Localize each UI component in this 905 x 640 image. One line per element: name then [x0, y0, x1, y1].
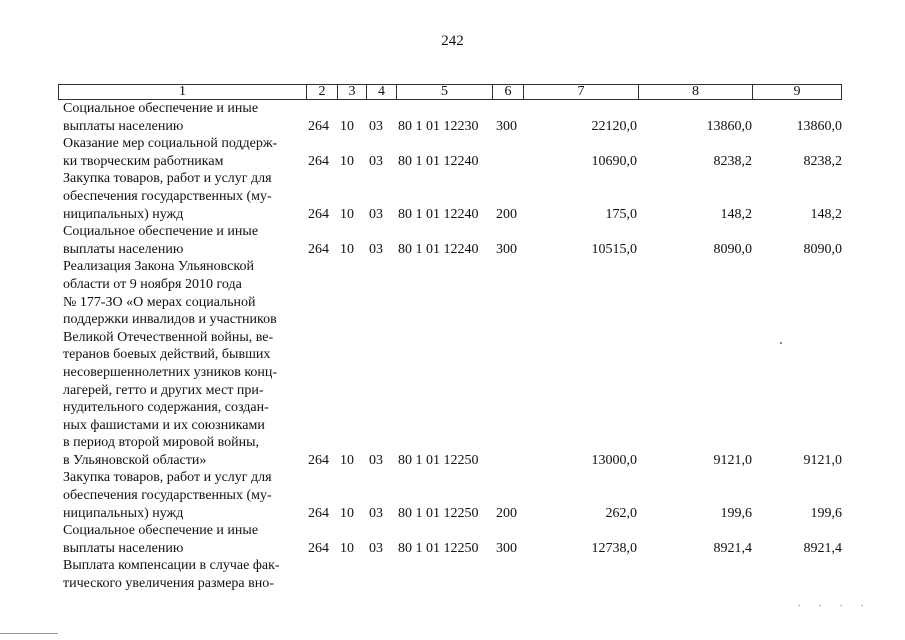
row-description: Реализация Закона Ульяновской области от 9 ноября 2010 года № 177-ЗО «О мерах социальной поддержки инвалидов и участников Великой Отечественной войны, ве- теранов боевых действий, бывших несовершеннолетних узников конц- лагерей, гетто и других мест при- нудительного содержания, создан- ных фашистами и их союзниками в период второй мировой войны, в Ульяновской области»	[63, 259, 278, 468]
table-row	[0, 469, 905, 522]
column-header-2: 2	[306, 85, 337, 99]
column-header-6: 6	[492, 85, 523, 99]
cell-amount-9: 8921,4	[803, 540, 842, 556]
cell-podrazdel: 03	[369, 206, 383, 222]
table-row	[0, 522, 905, 557]
row-description: Оказание мер социальной поддерж- ки творческим работникам	[63, 136, 278, 169]
cell-expense-type: 300	[496, 241, 517, 257]
row-description: Выплата компенсации в случае фак- тического увеличения размера вно-	[63, 558, 280, 592]
cell-vedomstvo: 264	[308, 206, 329, 222]
scan-speck	[780, 342, 782, 344]
cell-podrazdel: 03	[369, 118, 383, 134]
cell-amount-9: 8090,0	[803, 241, 842, 257]
cell-razdel: 10	[340, 206, 354, 222]
cell-podrazdel: 03	[369, 452, 383, 468]
cell-amount-9: 199,6	[810, 505, 842, 521]
cell-vedomstvo: 264	[308, 118, 329, 134]
cell-amount-9: 9121,0	[803, 452, 842, 468]
cell-target-code: 80 1 01 12240	[398, 153, 479, 169]
page-number: 242	[441, 33, 464, 49]
cell-razdel: 10	[340, 118, 354, 134]
row-description: Социальное обеспечение и иные выплаты населению	[63, 224, 259, 257]
row-description: Закупка товаров, работ и услуг для обеспечения государственных (му- ниципальных) нужд	[63, 470, 272, 521]
column-header-5: 5	[396, 85, 492, 99]
cell-expense-type: 200	[496, 206, 517, 222]
cell-amount-9: 148,2	[810, 206, 842, 222]
cell-amount-7: 262,0	[605, 505, 637, 521]
cell-podrazdel: 03	[369, 540, 383, 556]
cell-razdel: 10	[340, 540, 354, 556]
cell-vedomstvo: 264	[308, 540, 329, 556]
column-header-4: 4	[366, 85, 396, 99]
cell-amount-8: 8238,2	[713, 153, 752, 169]
row-description: Социальное обеспечение и иные выплаты населению	[63, 101, 259, 134]
cell-vedomstvo: 264	[308, 505, 329, 521]
row-description: Социальное обеспечение и иные выплаты населению	[63, 523, 259, 556]
cell-amount-8: 9121,0	[713, 452, 752, 468]
column-header-3: 3	[337, 85, 366, 99]
table-row	[0, 258, 905, 469]
cell-podrazdel: 03	[369, 241, 383, 257]
cell-vedomstvo: 264	[308, 153, 329, 169]
cell-razdel: 10	[340, 505, 354, 521]
table-header	[58, 84, 842, 100]
cell-razdel: 10	[340, 452, 354, 468]
table-body	[0, 100, 905, 593]
cell-target-code: 80 1 01 12240	[398, 206, 479, 222]
cell-target-code: 80 1 01 12230	[398, 118, 479, 134]
table-row	[0, 135, 905, 170]
cell-razdel: 10	[340, 153, 354, 169]
cell-target-code: 80 1 01 12250	[398, 505, 479, 521]
cell-expense-type: 200	[496, 505, 517, 521]
cell-podrazdel: 03	[369, 153, 383, 169]
cell-amount-8: 148,2	[720, 206, 752, 222]
cell-amount-7: 22120,0	[591, 118, 637, 134]
cell-amount-7: 10690,0	[591, 153, 637, 169]
cell-vedomstvo: 264	[308, 241, 329, 257]
table-row	[0, 100, 905, 135]
column-header-8: 8	[638, 85, 752, 99]
cell-vedomstvo: 264	[308, 452, 329, 468]
scan-edge-mark	[0, 633, 58, 634]
cell-amount-7: 12738,0	[591, 540, 637, 556]
table-row	[0, 223, 905, 258]
cell-amount-7: 175,0	[605, 206, 637, 222]
cell-expense-type: 300	[496, 540, 517, 556]
cell-target-code: 80 1 01 12240	[398, 241, 479, 257]
table-row	[0, 170, 905, 223]
cell-amount-8: 8921,4	[713, 540, 752, 556]
cell-amount-8: 199,6	[720, 505, 752, 521]
row-description: Закупка товаров, работ и услуг для обеспечения государственных (му- ниципальных) нужд	[63, 171, 272, 222]
cell-amount-7: 13000,0	[591, 452, 637, 468]
column-header-9: 9	[752, 85, 841, 99]
cell-target-code: 80 1 01 12250	[398, 452, 479, 468]
cell-amount-8: 8090,0	[713, 241, 752, 257]
column-header-1: 1	[179, 84, 186, 99]
cell-target-code: 80 1 01 12250	[398, 540, 479, 556]
scan-specks: . . . .	[798, 598, 872, 609]
cell-podrazdel: 03	[369, 505, 383, 521]
cell-amount-8: 13860,0	[706, 118, 752, 134]
cell-amount-9: 8238,2	[803, 153, 842, 169]
table-row	[0, 557, 905, 592]
cell-amount-7: 10515,0	[591, 241, 637, 257]
column-header-7: 7	[523, 85, 638, 99]
cell-razdel: 10	[340, 241, 354, 257]
cell-expense-type: 300	[496, 118, 517, 134]
cell-amount-9: 13860,0	[796, 118, 842, 134]
